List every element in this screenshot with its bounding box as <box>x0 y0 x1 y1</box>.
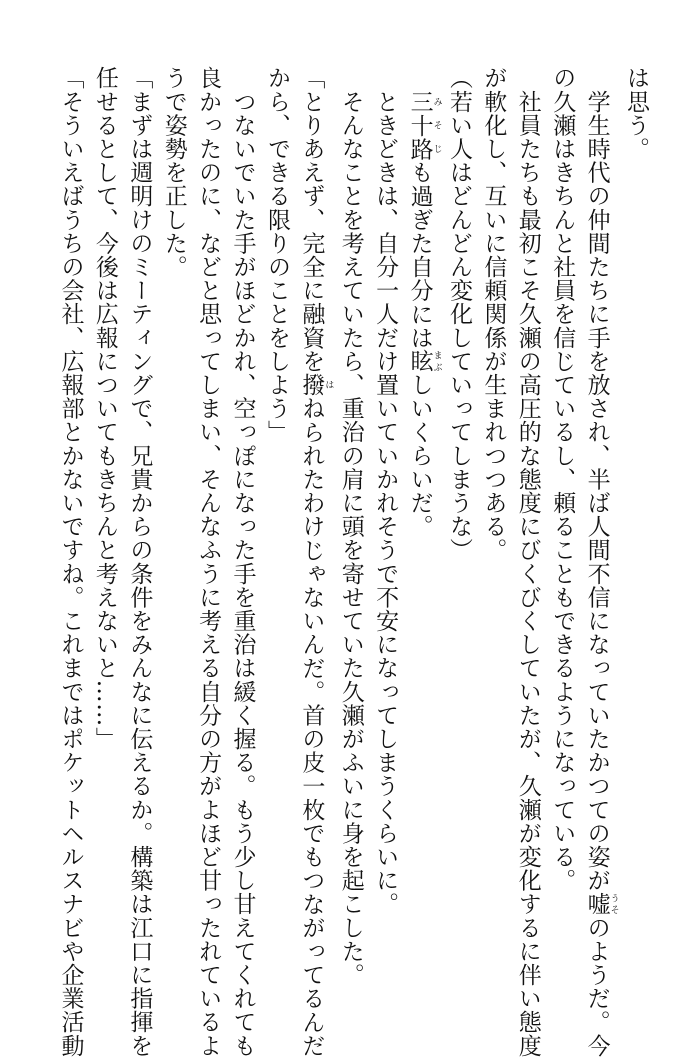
text-segment: のようだ。今 <box>583 915 610 1057</box>
text-line: 社員たちも最初こそ久瀬の高圧的な態度にびくびくしていたが、久瀬が変化するに伴い態度 <box>514 66 541 1057</box>
text-line: 「まずは週明けのミーティングで、兄貴からの条件をみんなに伝えるか。構築は江口に指揮を <box>126 66 153 1057</box>
ruby-word: 嘘 うそ <box>583 892 619 916</box>
vertical-text-body <box>53 66 653 1057</box>
text-line: から、できる限りのことをしよう」 <box>263 66 290 444</box>
text-line: 任せるとして、今後は広報についてもきちんと考えないと……」 <box>91 66 118 751</box>
text-line: は思う。 <box>623 66 649 161</box>
text-segment: 学生時代の仲間たちに手を放され、半ば人間不信になっていたかつての姿が <box>583 66 610 892</box>
text-line: ときどきは、自分一人だけ置いていかれそうで不安になってしまうくらいに。 <box>372 66 399 916</box>
text-line: 「そういえばうちの会社、広報部とかないですね。これまではポケットヘルスナビや企業活動 <box>57 66 84 1057</box>
text-line: うで姿勢を正した。 <box>160 66 187 279</box>
text-line: そんなことを考えていたら、重治の肩に頭を寄せていた久瀬がふいに身を起こした。 <box>337 66 364 987</box>
text-line <box>402 66 441 966</box>
text-segment <box>407 66 433 90</box>
text-line <box>579 66 619 1057</box>
text-line: が軟化し、互いに信頼関係が生まれつつある。 <box>480 66 507 562</box>
ruby-word: 撥 は <box>298 372 334 397</box>
text-segment: しいくらいだ。 <box>406 372 433 539</box>
text-line: 良かったのに、などと思ってしまい、そんなふうに考える自分の方がよほど甘ったれているよ <box>195 66 222 1057</box>
text-line: の久瀬はきちんと社員を信じているし、頼ることもできるようになっている。 <box>549 66 576 892</box>
ruby-word: 眩 まぶ <box>406 349 442 373</box>
text-segment: も過ぎた自分には <box>406 160 433 350</box>
text-line: つないでいた手がほどかれ、空っぽになった手を重治は緩く握る。もう少し甘えてくれても <box>229 66 256 1057</box>
text-line: （若い人はどんどん変化していってしまうな） <box>445 66 472 562</box>
text-segment: ねられたわけじゃないんだ。首の皮一枚でもつながってるんだ <box>298 396 325 1057</box>
text-line <box>294 66 334 1057</box>
text-segment: 「とりあえず、完全に融資を <box>298 66 325 373</box>
ruby-word: 三十路 みそじ <box>406 89 442 161</box>
